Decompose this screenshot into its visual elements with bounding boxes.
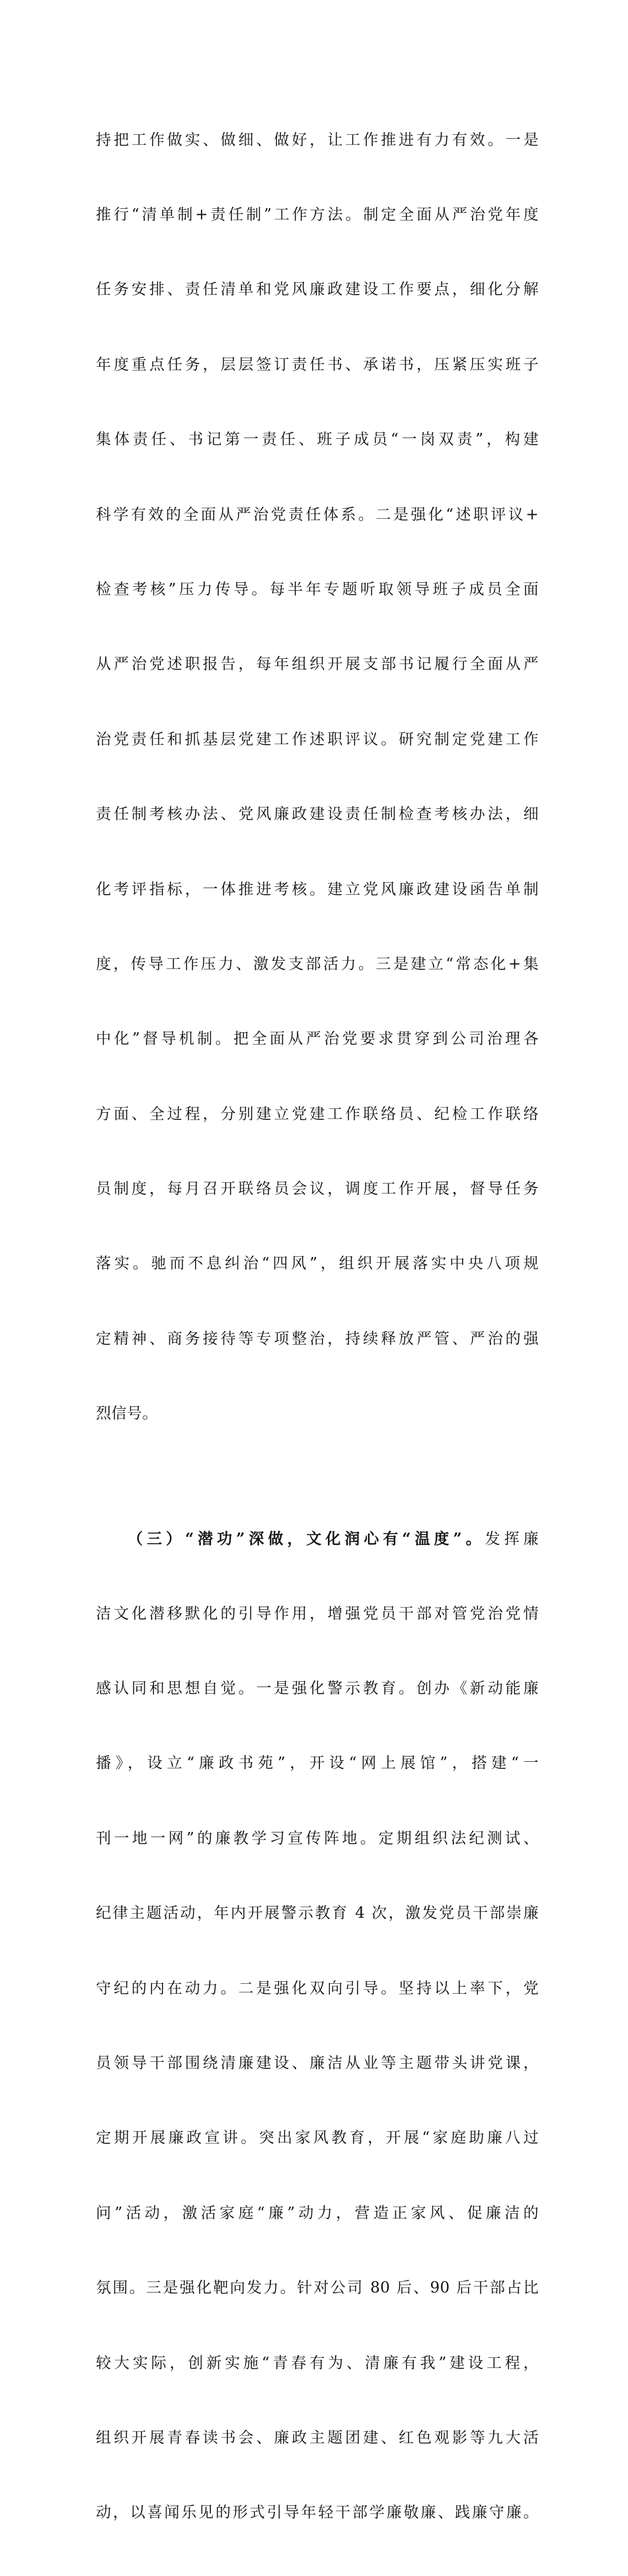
text-line: 从严治党述职报告，每年组织开展支部书记履行全面从严 [96, 656, 539, 673]
heading-line-text: 发挥廉 [485, 1531, 539, 1548]
text-line: 烈信号。 [96, 1405, 158, 1423]
text-line: 员制度，每月召开联络员会议，调度工作开展，督导任务 [96, 1180, 539, 1198]
text-line: 定期开展廉政宣讲。突出家风教育，开展“家庭助廉八过 [96, 2129, 539, 2147]
text-line: 组织开展青春读书会、廉政主题团建、红色观影等九大活 [96, 2429, 539, 2446]
text-line: 纪律主题活动，年内开展警示教育 4 次，激发党员干部崇廉 [96, 1905, 539, 1922]
text-line: 定精神、商务接待等专项整治，持续释放严管、严治的强 [96, 1330, 539, 1347]
text-line: 落实。驰而不息纠治“四风”，组织开展落实中央八项规 [96, 1255, 539, 1273]
paragraph-1 [96, 78, 539, 1477]
text-line: 动，以喜闻乐见的形式引导年轻干部学廉敬廉、践廉守廉。 [96, 2504, 539, 2522]
text-line: 度，传导工作压力、激发支部活力。三是建立“常态化+集 [96, 955, 539, 973]
text-line: 守纪的内在动力。二是强化双向引导。坚持以上率下，党 [96, 1979, 539, 1997]
text-line: 推行“清单制+责任制”工作方法。制定全面从严治党年度 [96, 206, 539, 223]
text-line: 持把工作做实、做细、做好，让工作推进有力有效。一是 [96, 131, 539, 149]
text-line: 播》，设立“廉政书苑”，开设“网上展馆”，搭建“一 [96, 1755, 539, 1772]
text-line: 年度重点任务，层层签订责任书、承诺书，压紧压实班子 [96, 356, 539, 373]
text-line: 员领导干部围绕清廉建设、廉洁从业等主题带头讲党课， [96, 2054, 539, 2072]
text-line: 洁文化潜移默化的引导作用，增强党员干部对管党治党情 [96, 1605, 539, 1622]
text-line: 任务安排、责任清单和党风廉政建设工作要点，细化分解 [96, 281, 539, 299]
text-line: 科学有效的全面从严治党责任体系。二是强化“述职评议+ [96, 506, 539, 523]
text-line: 方面、全过程，分别建立党建工作联络员、纪检工作联络 [96, 1105, 539, 1123]
text-line: 刊一地一网”的廉教学习宣传阵地。定期组织法纪测试、 [96, 1829, 539, 1847]
text-line: 检查考核”压力传导。每半年专题听取领导班子成员全面 [96, 580, 539, 598]
section-heading-line [96, 1527, 539, 1552]
text-line: 问”活动，激活家庭“廉”动力，营造正家风、促廉洁的 [96, 2204, 539, 2222]
text-line: 感认同和思想自觉。一是强化警示教育。创办《新动能廉 [96, 1680, 539, 1697]
text-line: 治党责任和抓基层党建工作述职评议。研究制定党建工作 [96, 730, 539, 748]
text-line: 集体责任、书记第一责任、班子成员“一岗双责”，构建 [96, 431, 539, 449]
text-line: 氛围。三是强化靶向发力。针对公司 80 后、90 后干部占比 [96, 2279, 539, 2297]
text-line: 较大实际，创新实施“青春有为、清廉有我”建设工程， [96, 2354, 539, 2372]
text-line: 责任制考核办法、党风廉政建设责任制检查考核办法，细 [96, 806, 539, 823]
text-line: 化考评指标，一体推进考核。建立党风廉政建设函告单制 [96, 880, 539, 898]
document-body [96, 78, 539, 2576]
paragraph-2 [96, 1477, 539, 2576]
section-heading: （三）“潜功”深做，文化润心有“温度”。 [128, 1530, 485, 1548]
text-line: 中化”督导机制。把全面从严治党要求贯穿到公司治理各 [96, 1030, 539, 1048]
